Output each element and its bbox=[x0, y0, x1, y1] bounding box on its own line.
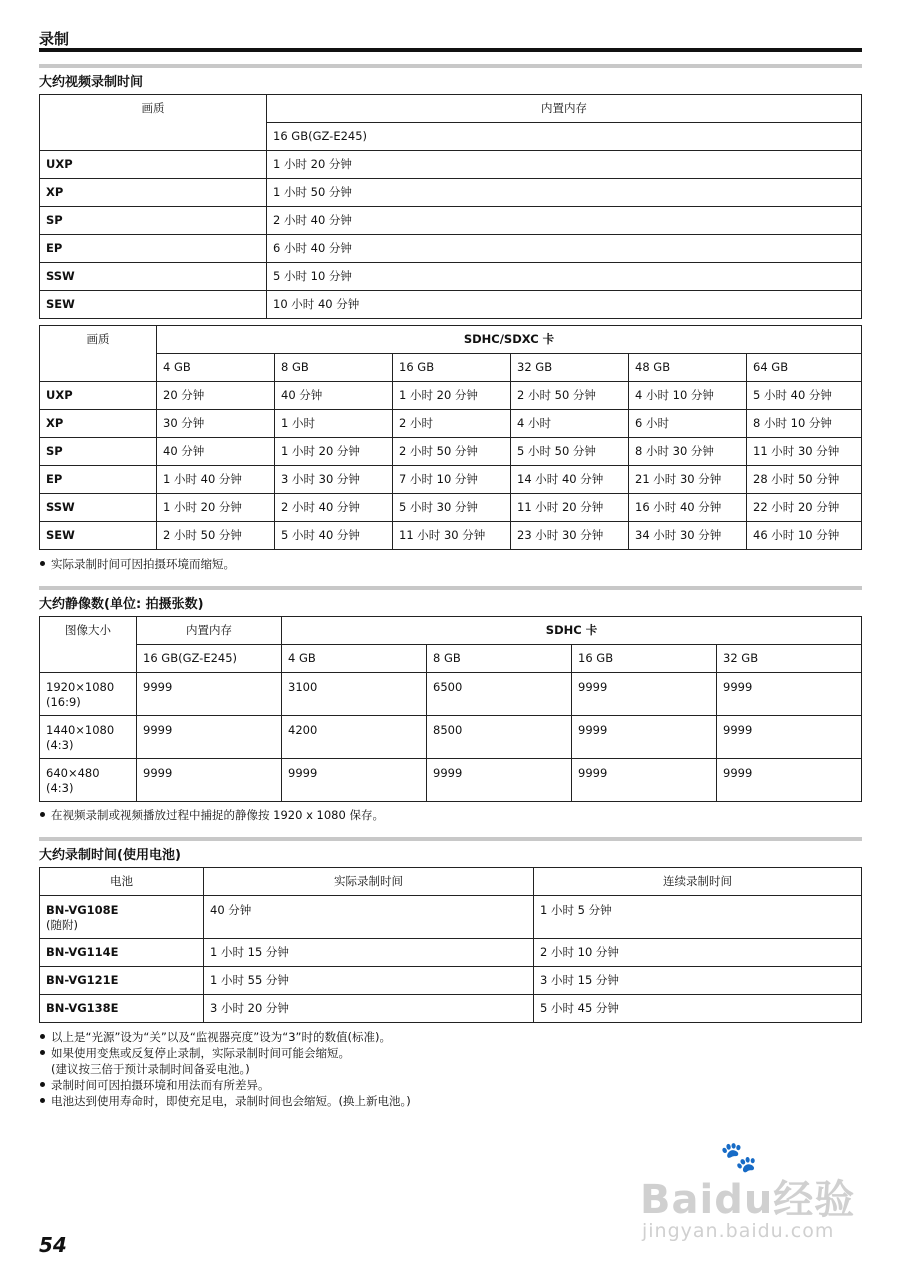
count-cell: 9999 bbox=[572, 716, 717, 759]
mode-cell: SSW bbox=[40, 494, 157, 522]
header-rule bbox=[39, 48, 862, 52]
capacity-cell: 8 GB bbox=[275, 354, 393, 382]
watermark-url: jingyan.baidu.com bbox=[642, 1220, 835, 1242]
page-number: 54 bbox=[39, 1233, 67, 1257]
note-item: 以上是“光源”设为“关”以及“监视器亮度”设为“3”时的数值(标准)。 bbox=[39, 1029, 411, 1045]
time-cell: 23 小时 30 分钟 bbox=[511, 522, 629, 550]
time-cell: 2 小时 40 分钟 bbox=[267, 207, 862, 235]
time-cell: 30 分钟 bbox=[157, 410, 275, 438]
battery-included-label: (随附) bbox=[46, 918, 78, 932]
battery-cell bbox=[40, 896, 204, 939]
page-header-title: 录制 bbox=[39, 30, 70, 48]
count-cell: 9999 bbox=[717, 716, 862, 759]
battery-cell: BN-VG138E bbox=[40, 995, 204, 1023]
time-cell: 4 小时 bbox=[511, 410, 629, 438]
count-cell: 9999 bbox=[427, 759, 572, 802]
count-cell: 9999 bbox=[717, 673, 862, 716]
time-cell: 2 小时 40 分钟 bbox=[275, 494, 393, 522]
time-cell: 21 小时 30 分钟 bbox=[629, 466, 747, 494]
battery-notes bbox=[39, 1029, 411, 1109]
header-image-size: 图像大小 bbox=[40, 617, 137, 673]
count-cell: 9999 bbox=[572, 759, 717, 802]
table-row bbox=[40, 673, 862, 716]
note-item: 如果使用变焦或反复停止录制，实际录制时间可能会缩短。 bbox=[39, 1045, 411, 1061]
table-row bbox=[40, 759, 862, 802]
table-row bbox=[40, 967, 862, 995]
table-row bbox=[40, 896, 862, 939]
count-cell: 9999 bbox=[282, 759, 427, 802]
time-cell: 8 小时 10 分钟 bbox=[747, 410, 862, 438]
table-row bbox=[40, 235, 862, 263]
continuous-time-cell: 1 小时 5 分钟 bbox=[534, 896, 862, 939]
time-cell: 6 小时 bbox=[629, 410, 747, 438]
time-cell: 1 小时 20 分钟 bbox=[275, 438, 393, 466]
time-cell: 8 小时 30 分钟 bbox=[629, 438, 747, 466]
note-item: 在视频录制或视频播放过程中捕捉的静像按 1920 x 1080 保存。 bbox=[39, 807, 384, 823]
image-size-ratio: (16:9) bbox=[46, 695, 81, 709]
time-cell: 5 小时 50 分钟 bbox=[511, 438, 629, 466]
mode-cell: XP bbox=[40, 410, 157, 438]
time-cell: 2 小时 bbox=[393, 410, 511, 438]
time-cell: 1 小时 40 分钟 bbox=[157, 466, 275, 494]
section-rule-video bbox=[39, 64, 862, 68]
time-cell: 1 小时 20 分钟 bbox=[267, 151, 862, 179]
sd-card-table bbox=[39, 325, 862, 550]
capacity-cell: 16 GB bbox=[393, 354, 511, 382]
time-cell: 34 小时 30 分钟 bbox=[629, 522, 747, 550]
time-cell: 22 小时 20 分钟 bbox=[747, 494, 862, 522]
internal-memory-table bbox=[39, 94, 862, 319]
header-sd-card: SDHC/SDXC 卡 bbox=[157, 326, 862, 354]
baidu-watermark bbox=[640, 1140, 860, 1250]
table-row bbox=[40, 291, 862, 319]
mode-cell: SEW bbox=[40, 522, 157, 550]
header-quality: 画质 bbox=[40, 95, 267, 151]
header-battery: 电池 bbox=[40, 868, 204, 896]
count-cell: 4200 bbox=[282, 716, 427, 759]
image-size-cell bbox=[40, 673, 137, 716]
capacity-cell: 16 GB bbox=[572, 645, 717, 673]
capacity-cell: 4 GB bbox=[282, 645, 427, 673]
table-row bbox=[40, 410, 862, 438]
time-cell: 2 小时 50 分钟 bbox=[511, 382, 629, 410]
time-cell: 20 分钟 bbox=[157, 382, 275, 410]
header-continuous-time: 连续录制时间 bbox=[534, 868, 862, 896]
count-cell: 9999 bbox=[137, 716, 282, 759]
time-cell: 11 小时 20 分钟 bbox=[511, 494, 629, 522]
time-cell: 3 小时 30 分钟 bbox=[275, 466, 393, 494]
continuous-time-cell: 2 小时 10 分钟 bbox=[534, 939, 862, 967]
capacity-cell: 32 GB bbox=[511, 354, 629, 382]
image-size-cell bbox=[40, 716, 137, 759]
actual-time-cell: 3 小时 20 分钟 bbox=[204, 995, 534, 1023]
section-title-still: 大约静像数(单位: 拍摄张数) bbox=[39, 597, 204, 612]
image-size-ratio: (4:3) bbox=[46, 738, 74, 752]
table-row bbox=[40, 716, 862, 759]
time-cell: 7 小时 10 分钟 bbox=[393, 466, 511, 494]
mode-cell: EP bbox=[40, 466, 157, 494]
time-cell: 5 小时 10 分钟 bbox=[267, 263, 862, 291]
table-row bbox=[40, 494, 862, 522]
time-cell: 6 小时 40 分钟 bbox=[267, 235, 862, 263]
time-cell: 40 分钟 bbox=[275, 382, 393, 410]
time-cell: 11 小时 30 分钟 bbox=[393, 522, 511, 550]
note-item: 电池达到使用寿命时，即使充足电，录制时间也会缩短。(换上新电池。) bbox=[39, 1093, 411, 1109]
video-notes bbox=[39, 556, 235, 572]
still-notes bbox=[39, 807, 384, 823]
count-cell: 8500 bbox=[427, 716, 572, 759]
image-size-dimensions: 640×480 bbox=[46, 766, 100, 780]
time-cell: 5 小时 40 分钟 bbox=[275, 522, 393, 550]
image-size-dimensions: 1920×1080 bbox=[46, 680, 115, 694]
count-cell: 3100 bbox=[282, 673, 427, 716]
mode-cell: SP bbox=[40, 207, 267, 235]
capacity-cell: 16 GB(GZ-E245) bbox=[267, 123, 862, 151]
actual-time-cell: 1 小时 55 分钟 bbox=[204, 967, 534, 995]
mode-cell: EP bbox=[40, 235, 267, 263]
mode-cell: XP bbox=[40, 179, 267, 207]
count-cell: 9999 bbox=[137, 673, 282, 716]
count-cell: 9999 bbox=[137, 759, 282, 802]
continuous-time-cell: 3 小时 15 分钟 bbox=[534, 967, 862, 995]
section-rule-battery bbox=[39, 837, 862, 841]
time-cell: 1 小时 bbox=[275, 410, 393, 438]
table-row bbox=[40, 263, 862, 291]
table-row bbox=[40, 382, 862, 410]
actual-time-cell: 1 小时 15 分钟 bbox=[204, 939, 534, 967]
count-cell: 9999 bbox=[717, 759, 862, 802]
mode-cell: UXP bbox=[40, 151, 267, 179]
time-cell: 5 小时 30 分钟 bbox=[393, 494, 511, 522]
mode-cell: SSW bbox=[40, 263, 267, 291]
mode-cell: SP bbox=[40, 438, 157, 466]
time-cell: 5 小时 40 分钟 bbox=[747, 382, 862, 410]
note-item-continuation: (建议按三倍于预计录制时间备妥电池。) bbox=[51, 1062, 250, 1076]
count-cell: 6500 bbox=[427, 673, 572, 716]
table-row bbox=[40, 466, 862, 494]
header-quality: 画质 bbox=[40, 326, 157, 382]
table-row bbox=[40, 995, 862, 1023]
still-image-table bbox=[39, 616, 862, 802]
time-cell: 11 小时 30 分钟 bbox=[747, 438, 862, 466]
capacity-cell: 8 GB bbox=[427, 645, 572, 673]
time-cell: 16 小时 40 分钟 bbox=[629, 494, 747, 522]
count-cell: 9999 bbox=[572, 673, 717, 716]
battery-cell: BN-VG121E bbox=[40, 967, 204, 995]
image-size-dimensions: 1440×1080 bbox=[46, 723, 115, 737]
capacity-cell: 64 GB bbox=[747, 354, 862, 382]
battery-cell: BN-VG114E bbox=[40, 939, 204, 967]
time-cell: 28 小时 50 分钟 bbox=[747, 466, 862, 494]
watermark-logo: Baidu经验 bbox=[640, 1177, 856, 1223]
battery-table bbox=[39, 867, 862, 1023]
time-cell: 1 小时 20 分钟 bbox=[157, 494, 275, 522]
table-row bbox=[40, 179, 862, 207]
actual-time-cell: 40 分钟 bbox=[204, 896, 534, 939]
capacity-cell: 48 GB bbox=[629, 354, 747, 382]
image-size-ratio: (4:3) bbox=[46, 781, 74, 795]
mode-cell: UXP bbox=[40, 382, 157, 410]
time-cell: 1 小时 50 分钟 bbox=[267, 179, 862, 207]
table-row bbox=[40, 522, 862, 550]
paw-icon: 🐾 bbox=[720, 1140, 758, 1175]
table-row bbox=[40, 151, 862, 179]
battery-model: BN-VG108E bbox=[46, 903, 119, 917]
time-cell: 4 小时 10 分钟 bbox=[629, 382, 747, 410]
time-cell: 40 分钟 bbox=[157, 438, 275, 466]
note-item: 录制时间可因拍摄环境和用法而有所差异。 bbox=[39, 1077, 411, 1093]
time-cell: 2 小时 50 分钟 bbox=[393, 438, 511, 466]
continuous-time-cell: 5 小时 45 分钟 bbox=[534, 995, 862, 1023]
header-internal-memory: 内置内存 bbox=[137, 617, 282, 645]
section-title-battery: 大约录制时间(使用电池) bbox=[39, 848, 181, 863]
header-sdhc-card: SDHC 卡 bbox=[282, 617, 862, 645]
header-internal-memory: 内置内存 bbox=[267, 95, 862, 123]
capacity-cell: 16 GB(GZ-E245) bbox=[137, 645, 282, 673]
header-actual-time: 实际录制时间 bbox=[204, 868, 534, 896]
time-cell: 2 小时 50 分钟 bbox=[157, 522, 275, 550]
table-row bbox=[40, 207, 862, 235]
mode-cell: SEW bbox=[40, 291, 267, 319]
time-cell: 10 小时 40 分钟 bbox=[267, 291, 862, 319]
capacity-cell: 4 GB bbox=[157, 354, 275, 382]
image-size-cell bbox=[40, 759, 137, 802]
table-row bbox=[40, 939, 862, 967]
capacity-cell: 32 GB bbox=[717, 645, 862, 673]
time-cell: 14 小时 40 分钟 bbox=[511, 466, 629, 494]
note-item: 实际录制时间可因拍摄环境而缩短。 bbox=[39, 556, 235, 572]
table-row bbox=[40, 438, 862, 466]
time-cell: 1 小时 20 分钟 bbox=[393, 382, 511, 410]
section-title-video: 大约视频录制时间 bbox=[39, 75, 144, 90]
time-cell: 46 小时 10 分钟 bbox=[747, 522, 862, 550]
section-rule-still bbox=[39, 586, 862, 590]
